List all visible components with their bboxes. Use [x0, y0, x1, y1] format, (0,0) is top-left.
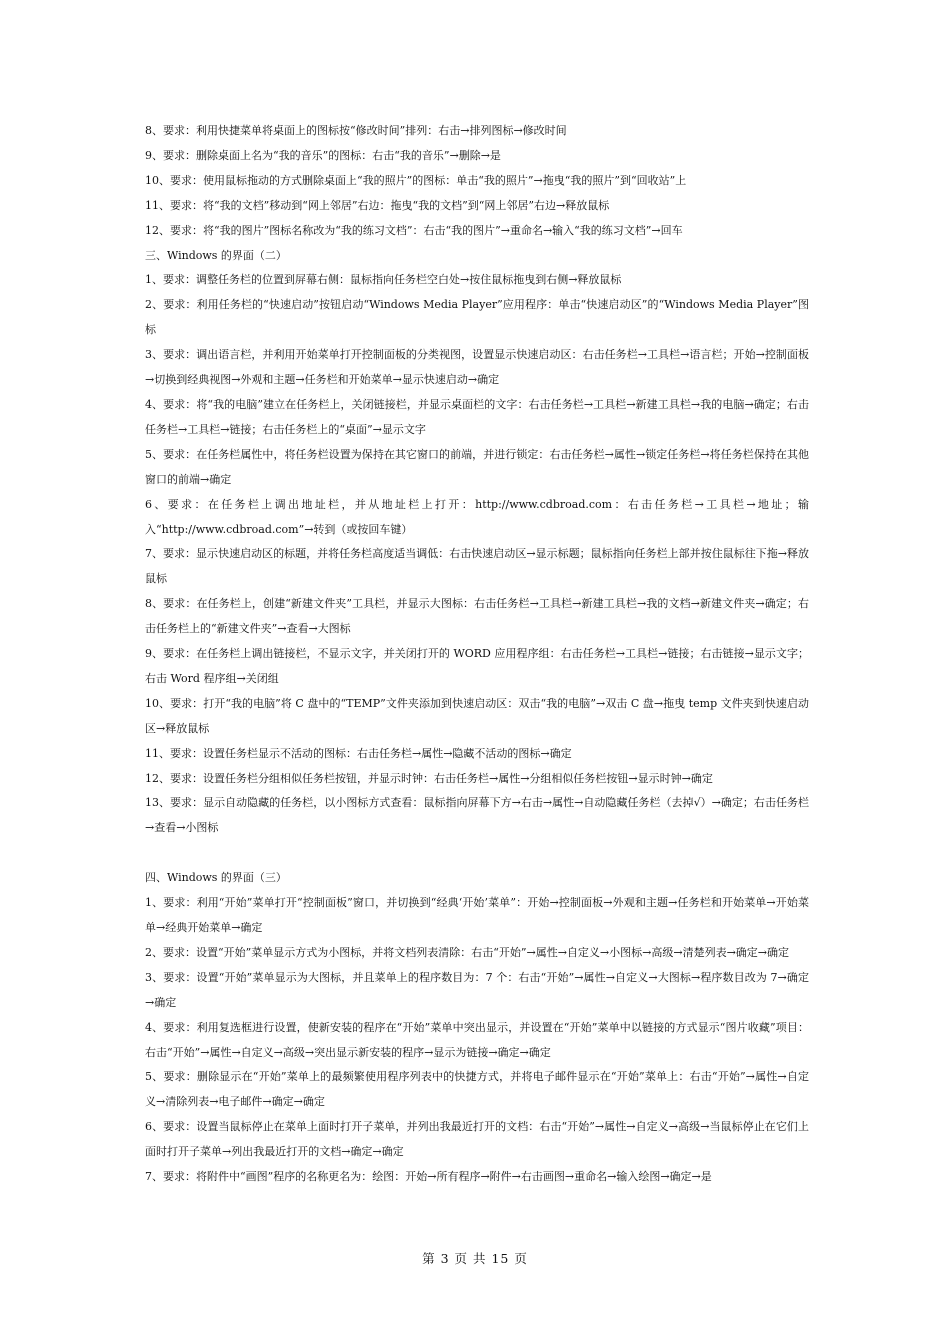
list-item: 7、要求：显示快速启动区的标题，并将任务栏高度适当调低：右击快速启动区→显示标题；鼠标指向任务栏上部并按住鼠标往下拖→释放鼠标 [145, 547, 809, 586]
list-item: 2、要求：设置“开始”菜单显示方式为小图标，并将文档列表清除：右击“开始”→属性→自定义→小图标→高级→清楚列表→确定→确定 [145, 945, 790, 959]
list-item: 3、要求：设置“开始”菜单显示为大图标，并且菜单上的程序数目为：7 个：右击“开始”→属性→自定义→大图标→程序数目改为 7→确定→确定 [145, 970, 809, 1009]
list-item: 12、要求：设置任务栏分组相似任务栏按钮，并显示时钟：右击任务栏→属性→分组相似任务栏按钮→显示时钟→确定 [145, 771, 713, 785]
list-item: 10、要求：打开“我的电脑”将 C 盘中的“TEMP”文件夹添加到快速启动区：双击“我的电脑”→双击 C 盘→拖曳 temp 文件夹到快速启动区→释放鼠标 [145, 696, 809, 735]
list-item: 11、要求：将“我的文档”移动到“网上邻居”右边：拖曳“我的文档”到“网上邻居”右边→释放鼠标 [145, 198, 610, 212]
list-item: 3、要求：调出语言栏，并利用开始菜单打开控制面板的分类视图，设置显示快速启动区：右击任务栏→工具栏→语言栏；开始→控制面板→切换到经典视图→外观和主题→任务栏和开始菜单→显示快速启动→确定 [145, 348, 809, 387]
section-heading: 四、Windows 的界面（三） [145, 871, 287, 885]
list-item: 9、要求：在任务栏上调出链接栏，不显示文字，并关闭打开的 WORD 应用程序组：右击任务栏→工具栏→链接；右击链接→显示文字；右击 Word 程序组→关闭组 [145, 647, 809, 685]
list-item: 11、要求：设置任务栏显示不活动的图标：右击任务栏→属性→隐藏不活动的图标→确定 [145, 746, 572, 760]
page-number-footer: 第 3 页 共 15 页 [422, 1251, 528, 1266]
section-spacer [145, 841, 809, 866]
list-item: 13、要求：显示自动隐藏的任务栏，以小图标方式查看：鼠标指向屏幕下方→右击→属性→自动隐藏任务栏（去掉√）→确定；右击任务栏→查看→小图标 [145, 796, 809, 835]
list-item: 4、要求：利用复选框进行设置，使新安装的程序在“开始”菜单中突出显示，并设置在“开始”菜单中以链接的方式显示“图片收藏”项目：右击“开始”→属性→自定义→高级→突出显示新安装的程序→显示为链接→确定→确定 [145, 1020, 809, 1059]
list-item: 10、要求：使用鼠标拖动的方式删除桌面上“我的照片”的图标：单击“我的照片”→拖曳“我的照片”到“回收站”上 [145, 173, 687, 187]
list-item: 4、要求：将“我的电脑”建立在任务栏上，关闭链接栏，并显示桌面栏的文字：右击任务栏→工具栏→新建工具栏→我的电脑→确定；右击任务栏→工具栏→链接；右击任务栏上的“桌面”→显示文字 [145, 397, 809, 436]
list-item: 8、要求：利用快捷菜单将桌面上的图标按“修改时间”排列：右击→排列图标→修改时间 [145, 124, 567, 137]
list-item: 6、要求：在任务栏上调出地址栏，并从地址栏上打开：http://www.cdbroad.com：右击任务栏→工具栏→地址；输入“http://www.cdbroad.com”→转到（或按回车键） [145, 497, 809, 536]
list-item: 9、要求：删除桌面上名为“我的音乐”的图标：右击“我的音乐”→删除→是 [145, 148, 501, 162]
list-item: 12、要求：将“我的图片”图标名称改为“我的练习文档”：右击“我的图片”→重命名→输入“我的练习文档”→回车 [145, 223, 683, 237]
list-item: 8、要求：在任务栏上，创建“新建文件夹”工具栏，并显示大图标：右击任务栏→工具栏→新建工具栏→我的文档→新建文件夹→确定；右击任务栏上的“新建文件夹”→查看→大图标 [145, 597, 809, 636]
document-body [145, 119, 809, 1190]
list-item: 2、要求：利用任务栏的“快速启动”按钮启动“Windows Media Player”应用程序：单击“快速启动区”的“Windows Media Player”图标 [145, 298, 809, 337]
list-item: 5、要求：删除显示在“开始”菜单上的最频繁使用程序列表中的快捷方式，并将电子邮件显示在“开始”菜单上：右击“开始”→属性→自定义→清除列表→电子邮件→确定→确定 [145, 1070, 809, 1109]
list-item: 1、要求：利用“开始”菜单打开“控制面板”窗口，并切换到“经典‘开始’菜单”：开始→控制面板→外观和主题→任务栏和开始菜单→开始菜单→经典开始菜单→确定 [145, 896, 809, 934]
list-item: 1、要求：调整任务栏的位置到屏幕右侧：鼠标指向任务栏空白处→按住鼠标拖曳到右侧→释放鼠标 [145, 273, 622, 287]
list-item: 7、要求：将附件中“画图”程序的名称更名为：绘图：开始→所有程序→附件→右击画图→重命名→输入绘图→确定→是 [145, 1170, 712, 1184]
section-heading: 三、Windows 的界面（二） [145, 248, 287, 262]
list-item: 5、要求：在任务栏属性中，将任务栏设置为保持在其它窗口的前端，并进行锁定：右击任务栏→属性→锁定任务栏→将任务栏保持在其他窗口的前端→确定 [145, 447, 809, 486]
list-item: 6、要求：设置当鼠标停止在菜单上面时打开子菜单，并列出我最近打开的文档：右击“开始”→属性→自定义→高级→当鼠标停止在它们上面时打开子菜单→列出我最近打开的文档→确定→确定 [145, 1120, 809, 1159]
